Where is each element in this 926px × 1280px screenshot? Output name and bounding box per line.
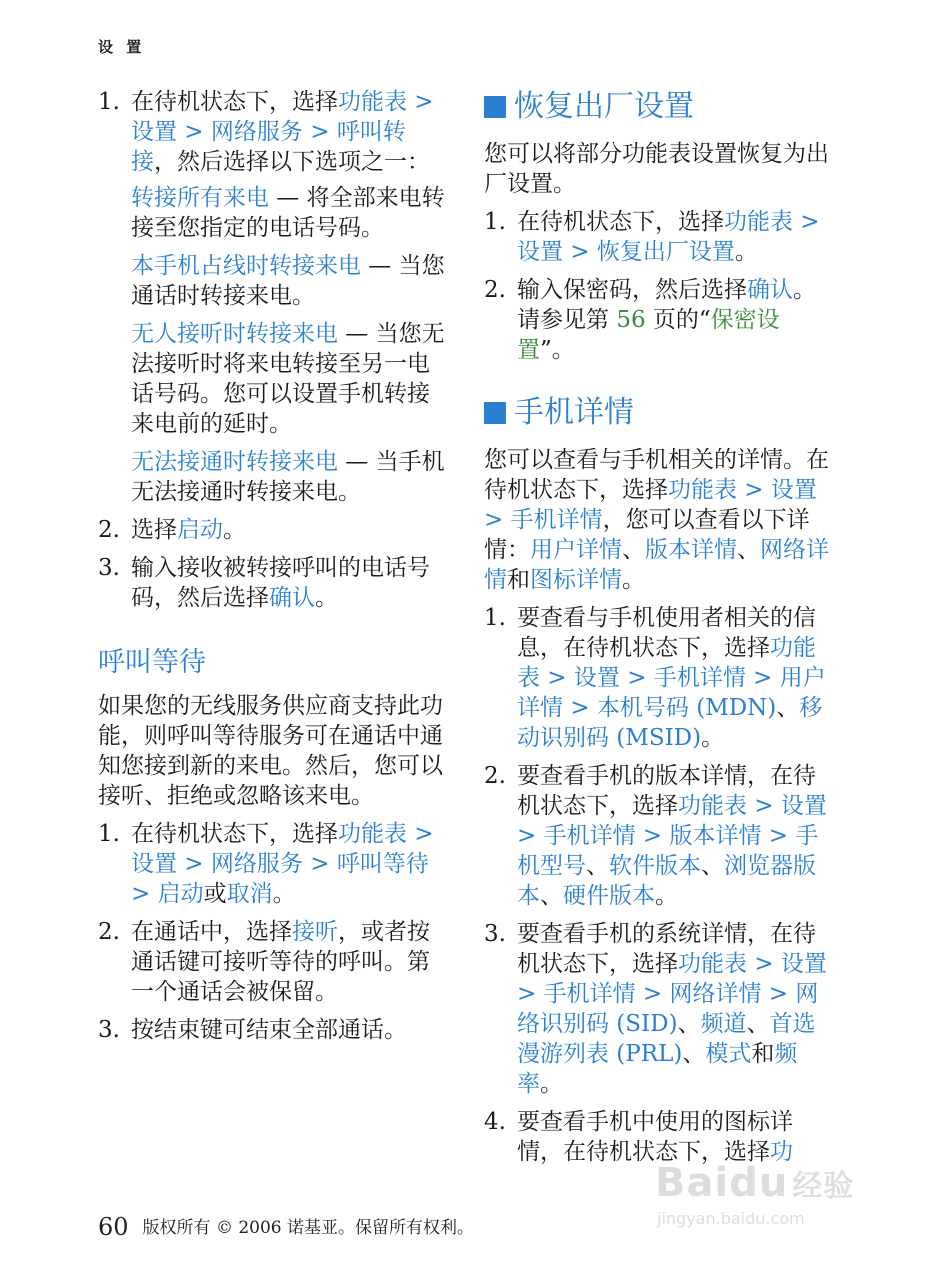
- intro-text: 和: [507, 567, 530, 593]
- step-text: 页的“: [645, 307, 711, 333]
- path-separator: >: [407, 89, 434, 115]
- menu-link: 设置: [131, 119, 177, 145]
- details-intro: [484, 445, 834, 595]
- forwarding-option: [131, 251, 448, 311]
- path-separator: >: [761, 823, 796, 849]
- path-separator: >: [517, 981, 544, 1007]
- menu-link: 网络详情: [669, 981, 762, 1007]
- page-footer: [98, 1212, 474, 1243]
- menu-link: 呼叫转接: [131, 119, 406, 175]
- path-separator: >: [619, 665, 654, 691]
- menu-link: 功能表: [724, 209, 793, 235]
- step-number: 1.: [98, 89, 120, 115]
- right-column: [484, 87, 834, 1175]
- path-separator: >: [761, 981, 796, 1007]
- menu-link: 启动: [157, 881, 204, 907]
- list-item: [98, 553, 448, 613]
- menu-link: 图标详情: [530, 567, 622, 593]
- restore-steps: [484, 207, 834, 365]
- menu-link: 设置: [780, 951, 827, 977]
- path-separator: >: [484, 507, 511, 533]
- option-name: 转接所有来电: [131, 185, 269, 211]
- step-number: 3.: [98, 1017, 120, 1043]
- path-separator: >: [635, 823, 670, 849]
- square-bullet-icon: [484, 96, 506, 118]
- left-column: [98, 87, 448, 1053]
- path-separator: >: [793, 209, 820, 235]
- menu-link: 功能表: [517, 635, 816, 691]
- menu-link: 设置: [131, 851, 177, 877]
- square-bullet-icon: [484, 402, 506, 424]
- step-number: 3.: [484, 921, 506, 947]
- forwarding-option: [131, 447, 448, 507]
- step-number: 2.: [484, 763, 506, 789]
- step-text: 。: [655, 883, 678, 909]
- step-text: 要查看手机的系统详情，在待机状态下，选择: [517, 921, 816, 977]
- path-separator: >: [635, 981, 670, 1007]
- menu-link: 功能表: [678, 951, 747, 977]
- step-number: 2.: [484, 277, 506, 303]
- intro-text: 您可以查看与手机相关的详情。在待机状态下，选择: [484, 447, 829, 503]
- menu-link: 设置: [780, 793, 827, 819]
- list-item: [98, 1015, 448, 1045]
- menu-link: 网络服务: [210, 119, 303, 145]
- menu-link: 功能表: [668, 477, 737, 503]
- path-separator: >: [747, 951, 781, 977]
- logo-text: Bai: [655, 1160, 730, 1206]
- menu-link: 网络识别码 (SID): [517, 981, 819, 1037]
- section-reference: 保密设置: [517, 307, 780, 363]
- option-name: 无法接通时转接来电: [131, 449, 338, 475]
- intro-text: 。: [622, 567, 645, 593]
- copyright-notice: 版权所有 © 2006 诺基亚。保留所有权利。: [142, 1218, 475, 1238]
- path-separator: >: [177, 851, 211, 877]
- menu-link: 确认: [269, 585, 315, 611]
- call-forwarding-steps: [98, 87, 448, 613]
- step-number: 1.: [98, 821, 120, 847]
- menu-link: 频率: [517, 1041, 798, 1097]
- menu-link: 频道: [700, 1011, 747, 1037]
- option-description: — 当您无法接听时将来电转接至另一电话号码。您可以设置手机转接来电前的延时。: [131, 321, 445, 437]
- menu-link: 首选漫游列表 (PRL): [517, 1011, 816, 1067]
- menu-link: 版本详情: [645, 537, 737, 563]
- step-text: 、: [677, 1011, 701, 1037]
- menu-link: 取消: [226, 881, 273, 907]
- section-title-call-waiting: 呼叫等待: [98, 647, 206, 678]
- list-item: [484, 207, 834, 267]
- step-text: 或: [203, 881, 227, 907]
- step-text: 、: [746, 1011, 770, 1037]
- watermark-url: jingyan.baidu.com: [657, 1209, 805, 1228]
- step-text: 。请参见第: [517, 277, 816, 333]
- step-text: ，或者按通话键可接听等待的呼叫。第一个通话会被保留。: [131, 919, 430, 1005]
- list-item: [98, 87, 448, 507]
- option-description: — 将全部来电转接至您指定的电话号码。: [131, 185, 445, 241]
- step-text: 和: [751, 1041, 775, 1067]
- menu-link: 移动识别码 (MSID): [517, 695, 823, 751]
- intro-text: ，您可以查看以下详情：: [484, 507, 810, 563]
- step-text: 在待机状态下，选择: [131, 821, 338, 847]
- step-text: 。: [540, 1071, 563, 1097]
- step-number: 1.: [484, 605, 506, 631]
- path-separator: >: [747, 793, 781, 819]
- list-item: [98, 917, 448, 1007]
- forwarding-option: [131, 319, 448, 439]
- call-waiting-intro: 如果您的无线服务供应商支持此功能，则呼叫等待服务可在通话中通知您接到新的来电。然后，您可以接听、拒绝或忽略该来电。: [98, 693, 443, 809]
- step-number: 4.: [484, 1109, 506, 1135]
- step-number: 2.: [98, 517, 120, 543]
- path-separator: >: [407, 821, 434, 847]
- menu-link: 确认: [747, 277, 793, 303]
- menu-link: 设置: [770, 477, 817, 503]
- step-text: 。: [272, 881, 296, 907]
- menu-link: 用户详情: [517, 665, 826, 721]
- step-text: 要查看与手机使用者相关的信息，在待机状态下，选择: [517, 605, 816, 661]
- intro-text: 、: [737, 537, 760, 563]
- list-item: [98, 819, 448, 909]
- step-number: 1.: [484, 209, 506, 235]
- menu-link: 本机号码 (MDN): [596, 695, 777, 721]
- list-item: [484, 603, 834, 753]
- step-text: 、: [682, 1041, 706, 1067]
- path-separator: >: [540, 665, 574, 691]
- step-text: 、: [586, 853, 609, 879]
- menu-link: 功: [770, 1139, 793, 1165]
- menu-link: 手机型号: [517, 823, 819, 879]
- menu-link: 网络详情: [484, 537, 829, 593]
- menu-link: 恢复出厂设置: [596, 239, 735, 265]
- menu-link: 设置: [517, 239, 563, 265]
- step-text: 在待机状态下，选择: [517, 209, 724, 235]
- menu-link: 用户详情: [530, 537, 622, 563]
- step-text: 输入保密码，然后选择: [517, 277, 747, 303]
- step-text: 在通话中，选择: [131, 919, 292, 945]
- call-waiting-steps: [98, 819, 448, 1045]
- page-reference: 56: [616, 307, 646, 333]
- step-text: 在待机状态下，选择: [131, 89, 338, 115]
- path-separator: >: [131, 881, 158, 907]
- menu-link: 网络服务: [210, 851, 303, 877]
- path-separator: >: [517, 823, 544, 849]
- list-item: [484, 919, 834, 1099]
- forwarding-option: [131, 183, 448, 243]
- step-text: 。: [315, 585, 338, 611]
- option-name: 本手机占线时转接来电: [131, 253, 361, 279]
- step-text: ”。: [540, 337, 575, 363]
- option-name: 无人接听时转接来电: [131, 321, 338, 347]
- menu-link: 软件版本: [609, 853, 701, 879]
- option-description: — 当您通话时转接来电。: [131, 253, 445, 309]
- menu-link: 功能表: [678, 793, 747, 819]
- step-text: 按结束键可结束全部通话。: [131, 1017, 407, 1043]
- section-title-text: 恢复出厂设置: [514, 89, 694, 124]
- logo-text: du: [729, 1160, 789, 1206]
- menu-link: 手机详情: [543, 981, 636, 1007]
- option-description: — 当手机无法接通时转接来电。: [131, 449, 445, 505]
- path-separator: >: [302, 851, 337, 877]
- list-item: [484, 1107, 834, 1167]
- menu-link: 设置: [573, 665, 620, 691]
- path-separator: >: [737, 477, 771, 503]
- page-number: 60: [98, 1213, 129, 1241]
- step-number: 2.: [98, 919, 120, 945]
- menu-link: 硬件版本: [563, 883, 655, 909]
- list-item: [484, 275, 834, 365]
- baidu-logo: [655, 1160, 885, 1206]
- step-text: 要查看手机的版本详情，在待机状态下，选择: [517, 763, 816, 819]
- list-item: [484, 761, 834, 911]
- menu-link: 功能表: [338, 821, 407, 847]
- menu-link: 浏览器版本: [517, 853, 816, 909]
- step-number: 3.: [98, 555, 120, 581]
- path-separator: >: [177, 119, 211, 145]
- menu-link: 呼叫等待: [336, 851, 429, 877]
- logo-text: 经验: [792, 1169, 855, 1204]
- menu-link: 手机详情: [653, 665, 746, 691]
- menu-link: 接听: [292, 919, 338, 945]
- section-title-text: 手机详情: [514, 395, 634, 430]
- baidu-jingyan-watermark: [655, 1160, 885, 1268]
- step-text: 要查看手机中使用的图标详情，在待机状态下，选择: [517, 1109, 793, 1165]
- forwarding-options: [131, 183, 448, 507]
- details-steps: [484, 603, 834, 1167]
- intro-text: 、: [622, 537, 645, 563]
- page-header: 设 置: [98, 38, 146, 56]
- step-text: 。: [223, 517, 246, 543]
- menu-link: 模式: [705, 1041, 752, 1067]
- restore-intro: 您可以将部分功能表设置恢复为出厂设置。: [484, 141, 829, 197]
- step-text: 。: [734, 239, 758, 265]
- menu-link: 手机详情: [510, 507, 603, 533]
- menu-link: 功能表: [338, 89, 407, 115]
- path-separator: >: [302, 119, 337, 145]
- section-title-restore: [484, 87, 834, 127]
- menu-link: 手机详情: [543, 823, 636, 849]
- menu-link: 版本详情: [669, 823, 762, 849]
- path-separator: >: [563, 239, 597, 265]
- menu-link: 启动: [177, 517, 223, 543]
- step-text: ，然后选择以下选项之一：: [154, 149, 430, 175]
- list-item: [98, 515, 448, 545]
- step-text: 。: [701, 725, 725, 751]
- path-separator: >: [745, 665, 780, 691]
- step-text: 选择: [131, 517, 177, 543]
- step-text: 、: [701, 853, 724, 879]
- step-text: 、: [540, 883, 563, 909]
- section-title-phone-details: [484, 393, 834, 433]
- path-separator: >: [563, 695, 597, 721]
- step-text: 、: [776, 695, 800, 721]
- step-text: 输入接收被转接呼叫的电话号码，然后选择: [131, 555, 430, 611]
